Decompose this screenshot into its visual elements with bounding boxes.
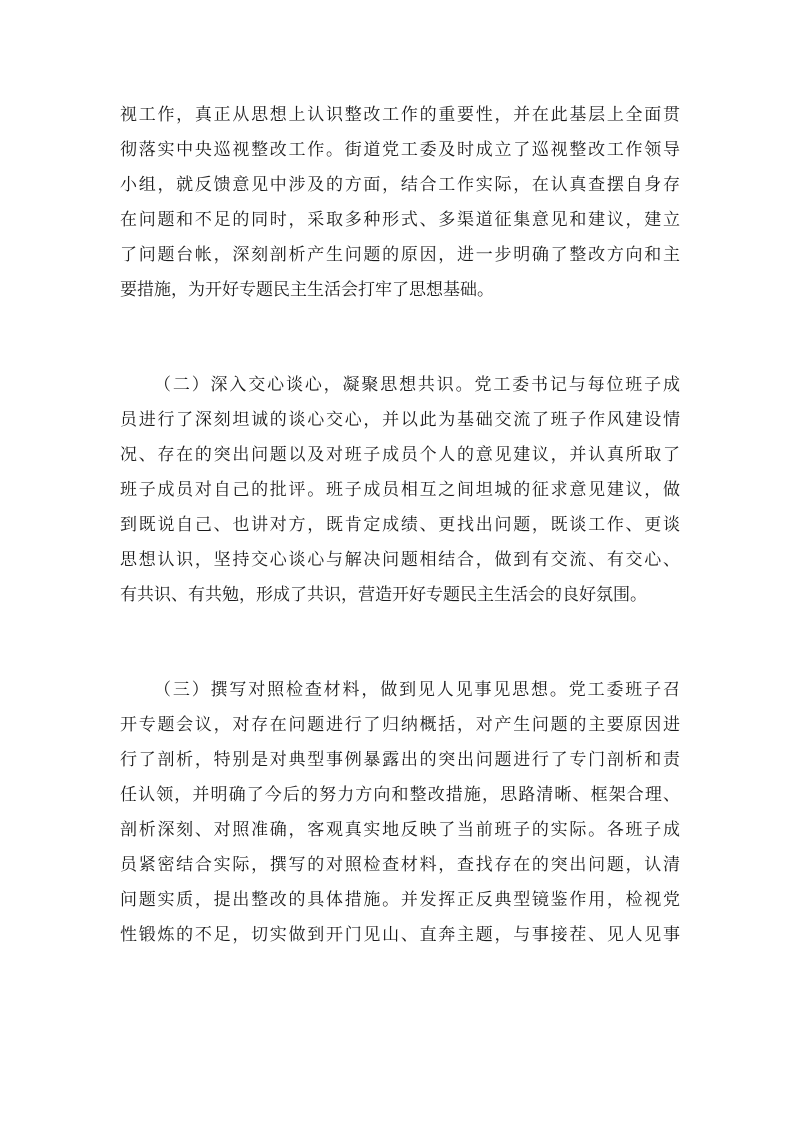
- text-line: 要措施，为开好专题民主生活会打牢了思想基础。: [120, 280, 494, 300]
- text-line: 员紧密结合实际，撰写的对照检查材料，查找存在的突出问题，认清: [120, 855, 680, 875]
- text-line: 小组，就反馈意见中涉及的方面，结合工作实际，在认真查摆自身存: [120, 175, 680, 195]
- paragraph-continuation: [120, 98, 680, 308]
- text-line: 剖析深刻、对照准确，客观真实地反映了当前班子的实际。各班子成: [120, 820, 680, 840]
- text-line: 彻落实中央巡视整改工作。街道党工委及时成立了巡视整改工作领导: [120, 140, 680, 160]
- text-line: 行了剖析，特别是对典型事例暴露出的突出问题进行了专门剖析和责: [120, 750, 680, 770]
- text-line: 况、存在的突出问题以及对班子成员个人的意见建议，并认真所取了: [120, 445, 680, 465]
- paragraph-section-2: [120, 368, 680, 613]
- text-line: 性锻炼的不足，切实做到开门见山、直奔主题，与事接茬、见人见事: [120, 925, 680, 945]
- text-line: 在问题和不足的同时，采取多种形式、多渠道征集意见和建议，建立: [120, 210, 680, 230]
- text-line: 问题实质，提出整改的具体措施。并发挥正反典型镜鉴作用，检视党: [120, 890, 680, 910]
- text-line: 了问题台帐，深刻剖析产生问题的原因，进一步明确了整改方向和主: [120, 245, 680, 265]
- text-line: 思想认识，坚持交心谈心与解决问题相结合，做到有交流、有交心、: [120, 550, 680, 570]
- text-line: （三）撰写对照检查材料，做到见人见事见思想。党工委班子召: [154, 680, 680, 700]
- paragraph-section-3: [120, 673, 680, 953]
- text-line: 员进行了深刻坦诚的谈心交心，并以此为基础交流了班子作风建设情: [120, 410, 680, 430]
- text-line: 开专题会议，对存在问题进行了归纳概括，对产生问题的主要原因进: [120, 715, 680, 735]
- text-line: 班子成员对自己的批评。班子成员相互之间坦城的征求意见建议，做: [120, 480, 680, 500]
- text-line: 有共识、有共勉，形成了共识，营造开好专题民主生活会的良好氛围。: [120, 585, 647, 605]
- text-line: 到既说自己、也讲对方，既肯定成绩、更找出问题，既谈工作、更谈: [120, 515, 680, 535]
- text-line: 任认领，并明确了今后的努力方向和整改措施，思路清晰、框架合理、: [120, 785, 680, 805]
- text-line: （二）深入交心谈心，凝聚思想共识。党工委书记与每位班子成: [154, 375, 680, 395]
- text-line: 视工作，真正从思想上认识整改工作的重要性，并在此基层上全面贯: [120, 105, 680, 125]
